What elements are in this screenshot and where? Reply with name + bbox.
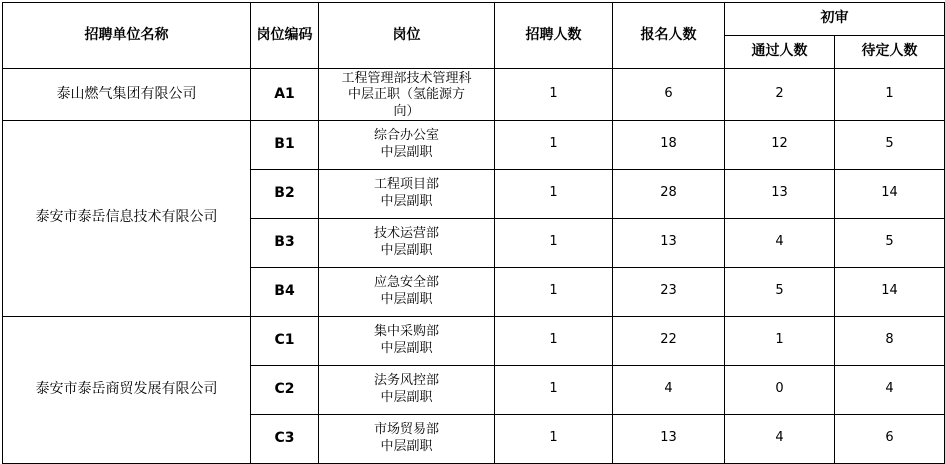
cell-pass-count: 5 (725, 267, 835, 316)
cell-code: B1 (251, 120, 319, 169)
cell-code: C1 (251, 316, 319, 365)
cell-recruit-count: 1 (495, 365, 613, 414)
cell-pass-count: 4 (725, 218, 835, 267)
cell-recruit-count: 1 (495, 267, 613, 316)
post-line-2: 中层副职 (380, 389, 433, 405)
header-first-review: 初审 (725, 3, 945, 36)
cell-post (319, 169, 495, 218)
cell-post (319, 316, 495, 365)
cell-post (319, 69, 495, 121)
table-row (3, 120, 945, 169)
post-line-2: 中层副职 (380, 242, 433, 258)
cell-pending-count: 6 (835, 414, 945, 463)
cell-recruit-count: 1 (495, 169, 613, 218)
post-line-2: 中层副职 (380, 144, 433, 160)
header-code: 岗位编码 (251, 3, 319, 69)
post-line-1: 综合办公室 (373, 128, 439, 144)
table-row (3, 69, 945, 121)
cell-unit: 泰山燃气集团有限公司 (3, 69, 251, 121)
cell-recruit-count: 1 (495, 414, 613, 463)
post-line-1: 技术运营部 (373, 226, 439, 242)
table-body (3, 69, 945, 464)
cell-recruit-count: 1 (495, 69, 613, 121)
cell-pending-count: 14 (835, 267, 945, 316)
cell-code: C3 (251, 414, 319, 463)
header-pass-count: 通过人数 (725, 36, 835, 69)
cell-pending-count: 5 (835, 218, 945, 267)
cell-post (319, 218, 495, 267)
cell-pending-count: 8 (835, 316, 945, 365)
cell-code: A1 (251, 69, 319, 121)
post-line-1: 法务风控部 (373, 373, 439, 389)
cell-code: B4 (251, 267, 319, 316)
cell-post (319, 365, 495, 414)
post-line-2: 中层正职（氢能源方 (347, 87, 465, 103)
cell-apply-count: 13 (613, 414, 725, 463)
table-header-row-1 (3, 3, 945, 36)
header-pending-count: 待定人数 (835, 36, 945, 69)
cell-pass-count: 2 (725, 69, 835, 121)
cell-apply-count: 6 (613, 69, 725, 121)
cell-unit: 泰安市泰岳商贸发展有限公司 (3, 316, 251, 463)
cell-recruit-count: 1 (495, 120, 613, 169)
cell-pending-count: 4 (835, 365, 945, 414)
cell-pass-count: 0 (725, 365, 835, 414)
recruitment-table (2, 2, 945, 464)
post-line-1: 市场贸易部 (373, 422, 439, 438)
post-line-1: 集中采购部 (373, 324, 439, 340)
post-line-2: 中层副职 (380, 193, 433, 209)
post-line-2: 中层副职 (380, 291, 433, 307)
cell-apply-count: 13 (613, 218, 725, 267)
header-post: 岗位 (319, 3, 495, 69)
cell-pending-count: 1 (835, 69, 945, 121)
cell-apply-count: 4 (613, 365, 725, 414)
cell-recruit-count: 1 (495, 218, 613, 267)
cell-post (319, 414, 495, 463)
cell-pass-count: 4 (725, 414, 835, 463)
post-line-1: 工程管理部技术管理科 (341, 71, 472, 86)
post-line-1: 工程项目部 (373, 177, 439, 193)
document-sheet (0, 2, 918, 454)
post-line-2: 中层副职 (380, 438, 433, 454)
cell-apply-count: 28 (613, 169, 725, 218)
cell-pending-count: 5 (835, 120, 945, 169)
cell-code: B3 (251, 218, 319, 267)
cell-code: C2 (251, 365, 319, 414)
header-unit: 招聘单位名称 (3, 3, 251, 69)
cell-code: B2 (251, 169, 319, 218)
cell-apply-count: 18 (613, 120, 725, 169)
post-line-2: 中层副职 (380, 340, 433, 356)
cell-apply-count: 22 (613, 316, 725, 365)
cell-pending-count: 14 (835, 169, 945, 218)
table-header (3, 3, 945, 69)
cell-unit: 泰安市泰岳信息技术有限公司 (3, 120, 251, 316)
cell-pass-count: 13 (725, 169, 835, 218)
header-apply-count: 报名人数 (613, 3, 725, 69)
post-line-3: 向） (393, 103, 420, 119)
header-recruit-count: 招聘人数 (495, 3, 613, 69)
cell-post (319, 120, 495, 169)
table-row (3, 316, 945, 365)
cell-apply-count: 23 (613, 267, 725, 316)
cell-pass-count: 12 (725, 120, 835, 169)
cell-post (319, 267, 495, 316)
cell-recruit-count: 1 (495, 316, 613, 365)
cell-pass-count: 1 (725, 316, 835, 365)
post-line-1: 应急安全部 (373, 275, 439, 291)
